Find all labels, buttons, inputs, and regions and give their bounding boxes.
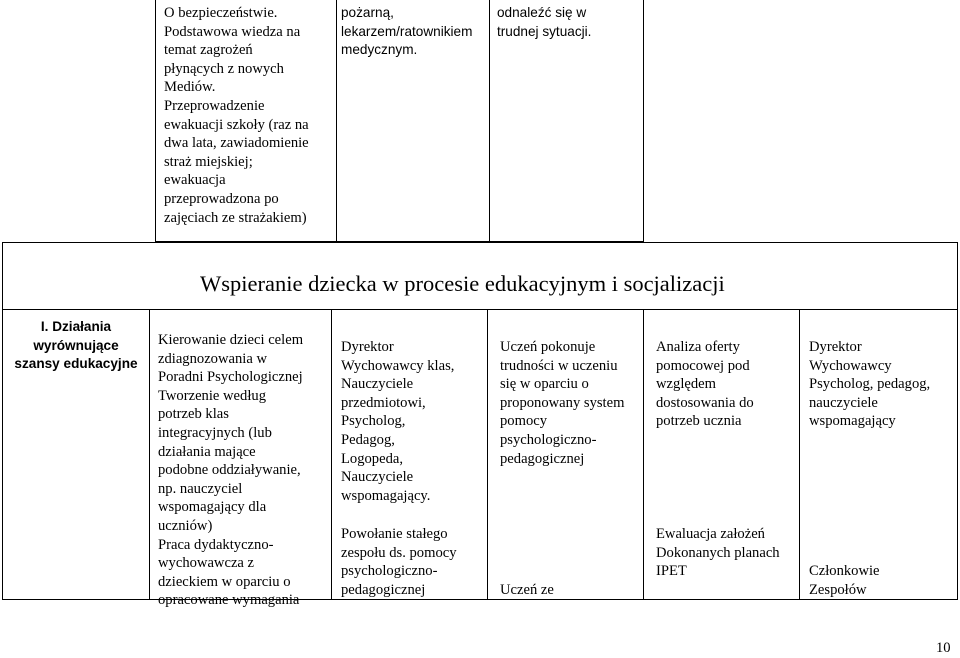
grid-line xyxy=(643,309,644,600)
section-title: Wspieranie dziecka w procesie edukacyjnym i socjalizacji xyxy=(200,271,725,296)
row-header: I. Działania wyrównujące szansy edukacyjne xyxy=(14,319,138,372)
effects-cell-bottom: Uczeń ze xyxy=(500,582,554,598)
evaluation-cell: Analiza oferty pomocowej pod względem dostosowania do potrzeb ucznia xyxy=(656,339,754,430)
responsible-cell: pożarną, lekarzem/ratownikiem medycznym. xyxy=(341,5,473,58)
activities-cell: Kierowanie dzieci celem zdiagnozowania w Poradni Psychologicznej Tworzenie według potrzeb klas integracyjnych (lub działania mające podobne oddziaływanie, np. nauczyciel wspomagający dla uczniów) Praca dydaktyczno- wychowawcza z dzieckiem w oparciu o opracowane wymagania xyxy=(158,332,304,609)
grid-line xyxy=(487,309,488,600)
grid-line xyxy=(799,309,800,600)
grid-line xyxy=(155,0,156,242)
grid-line xyxy=(336,0,337,242)
evaluation-cell-bottom: Ewaluacja założeń Dokonanych planach IPET xyxy=(656,526,780,580)
grid-line xyxy=(2,309,958,310)
grid-line xyxy=(957,242,958,600)
activities-cell: O bezpieczeństwie. Podstawowa wiedza na temat zagrożeń płynących z nowych Mediów. Przeprowadzenie ewakuacji szkoły (raz na dwa lata, zawiadomienie straż miejskiej; ewakuacja przeprowadzona po zajęciach ze strażakiem) xyxy=(164,5,309,226)
effects-cell: odnaleźć się w trudnej sytuacji. xyxy=(497,5,592,39)
evaluation-responsible-cell-bottom: Członkowie Zespołów xyxy=(809,563,880,598)
grid-line xyxy=(331,309,332,600)
evaluation-responsible-cell: Dyrektor Wychowawcy Psycholog, pedagog, nauczyciele wspomagający xyxy=(809,339,931,430)
grid-line xyxy=(2,242,958,243)
grid-line xyxy=(2,242,3,600)
grid-line xyxy=(489,0,490,242)
responsible-cell-bottom: Powołanie stałego zespołu ds. pomocy psychologiczno- pedagogicznej xyxy=(341,526,457,598)
grid-line xyxy=(643,0,644,242)
page-number: 10 xyxy=(936,640,951,656)
grid-line xyxy=(149,309,150,600)
effects-cell: Uczeń pokonuje trudności w uczeniu się w oparciu o proponowany system pomocy psychologiczno- pedagogicznej xyxy=(500,339,625,467)
responsible-cell: Dyrektor Wychowawcy klas, Nauczyciele przedmiotowi, Psycholog, Pedagog, Logopeda, Nauczyciele wspomagający. xyxy=(341,339,455,504)
